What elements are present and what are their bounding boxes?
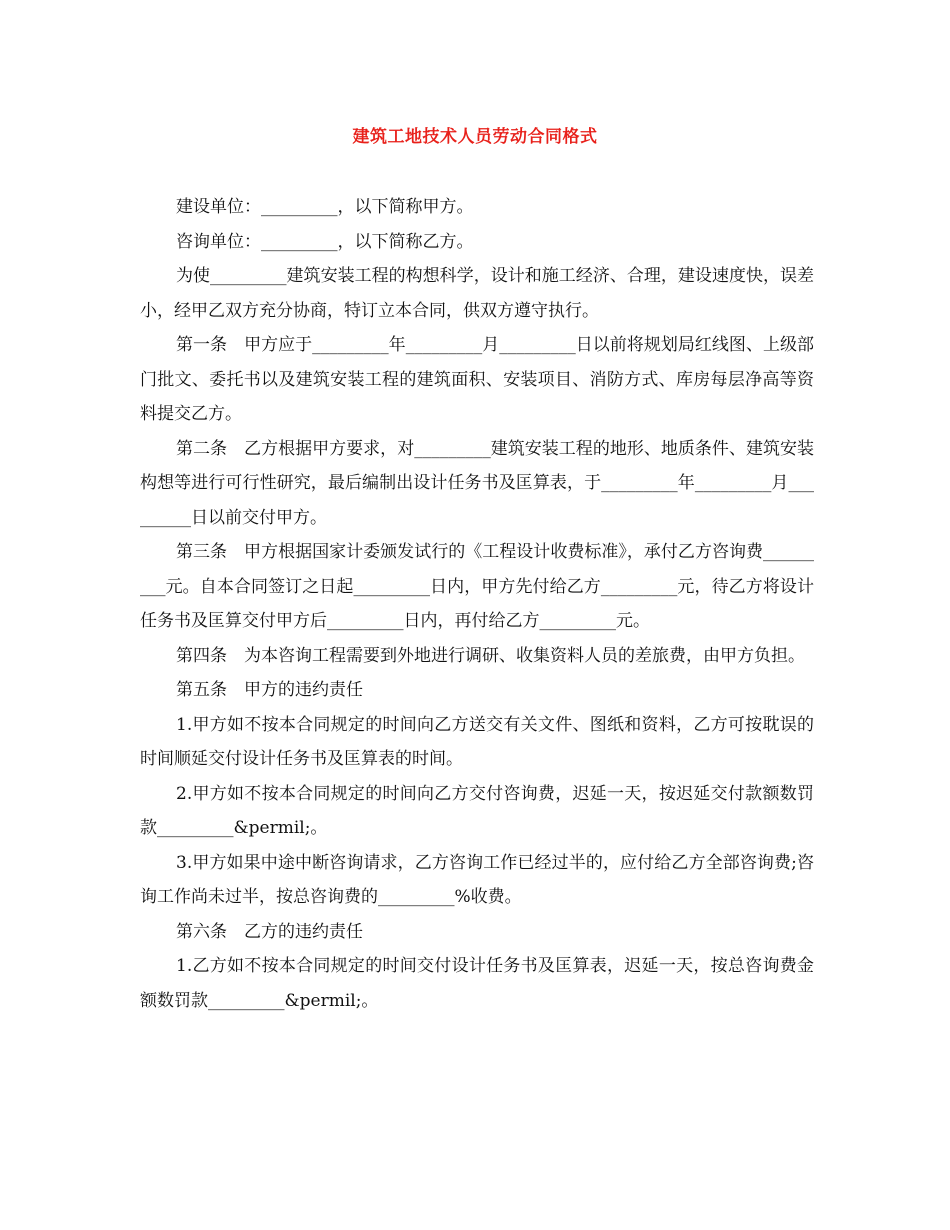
document-title: 建筑工地技术人员劳动合同格式 bbox=[352, 127, 598, 147]
clause-article-3: 第三条 甲方根据国家计委颁发试行的《工程设计收费标准》，承付乙方咨询费_________元。自本合同签订之日起_________日内，甲方先付给乙方_________元，待乙方将设计任务书及匡算交付甲方后_________日内，再付给乙方_________元。 bbox=[140, 542, 814, 631]
clause-article-5-heading: 第五条 甲方的违约责任 bbox=[176, 680, 363, 700]
clause-consulting-unit: 咨询单位：_________，以下简称乙方。 bbox=[176, 231, 474, 252]
clause-article-4: 第四条 为本咨询工程需要到外地进行调研、收集资料人员的差旅费，由甲方负担。 bbox=[176, 645, 805, 666]
clause-article-6-heading: 第六条 乙方的违约责任 bbox=[176, 921, 363, 942]
clause-article-6-item-1: 1.乙方如不按本合同规定的时间交付设计任务书及匡算表，迟延一天，按总咨询费金额数罚款_________&permil;。 bbox=[140, 956, 814, 1011]
clause-construction-unit: 建设单位：_________，以下简称甲方。 bbox=[176, 197, 474, 217]
clause-article-5-item-3: 3.甲方如果中途中断咨询请求，乙方咨询工作已经过半的，应付给乙方全部咨询费;咨询工作尚未过半，按总咨询费的_________%收费。 bbox=[140, 852, 814, 907]
document-body bbox=[140, 190, 814, 1018]
clause-article-1: 第一条 甲方应于_________年_________月_________日以前将规划局红线图、上级部门批文、委托书以及建筑安装工程的建筑面积、安装项目、消防方式、库房每层净高等资料提交乙方。 bbox=[140, 335, 814, 424]
clause-preamble: 为使_________建筑安装工程的构想科学，设计和施工经济、合理，建设速度快，误差小，经甲乙双方充分协商，特订立本合同，供双方遵守执行。 bbox=[140, 266, 814, 321]
clause-article-5-item-1: 1.甲方如不按本合同规定的时间向乙方送交有关文件、图纸和资料，乙方可按耽误的时间顺延交付设计任务书及匡算表的时间。 bbox=[140, 714, 814, 769]
clause-article-2: 第二条 乙方根据甲方要求，对_________建筑安装工程的地形、地质条件、建筑安装构想等进行可行性研究，最后编制出设计任务书及匡算表，于_________年_________月_________日以前交付甲方。 bbox=[140, 438, 814, 528]
clause-article-5-item-2: 2.甲方如不按本合同规定的时间向乙方交付咨询费，迟延一天，按迟延交付款额数罚款_________&permil;。 bbox=[140, 783, 814, 838]
